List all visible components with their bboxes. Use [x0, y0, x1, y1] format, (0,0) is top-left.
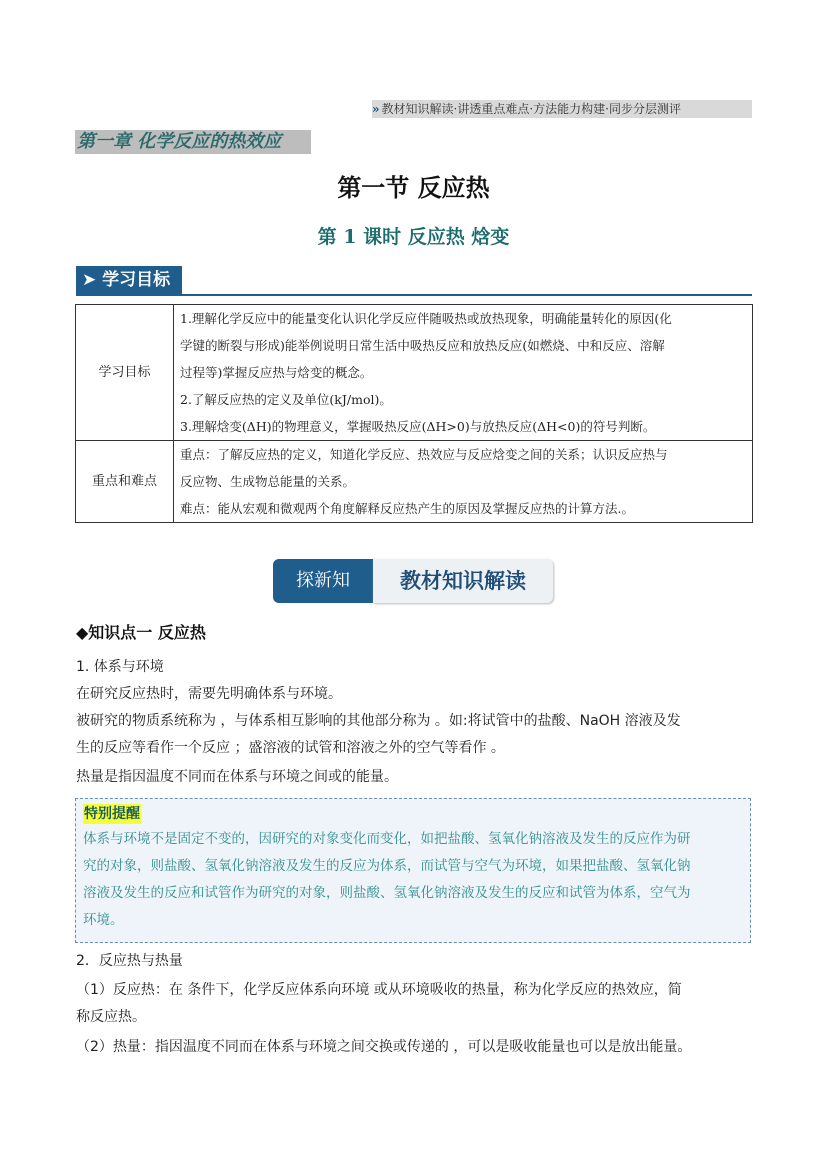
row-content [174, 441, 753, 523]
learning-goal-badge-label: 学习目标 [102, 270, 171, 290]
learning-goal-badge [76, 266, 182, 294]
paragraph: 在研究反应热时，需要先明确体系与环境。 [76, 686, 342, 702]
objectives-table [75, 304, 753, 523]
row-label: 学习目标 [76, 305, 174, 441]
banner-left-label: 探新知 [273, 559, 373, 603]
section-banner [273, 559, 553, 603]
paragraph-heading: 2．反应热与热量 [76, 953, 183, 969]
paragraph: 被研究的物质系统称为 ，与体系相互影响的其他部分称为 。如:将试管中的盐酸、NaOH 溶液及发 [76, 713, 681, 729]
content-line: 2.了解反应热的定义及单位(kJ/mol)。 [180, 392, 392, 407]
tip-line: 体系与环境不是固定不变的，因研究的对象变化而变化，如把盐酸、氢氧化钠溶液及发生的反应作为研 [83, 831, 691, 847]
tip-line: 究的对象，则盐酸、氢氧化钠溶液及发生的反应为体系，而试管与空气为环境，如果把盐酸、氢氧化钠 [83, 858, 691, 874]
knowledge-point-heading: ◆知识点一 反应热 [76, 623, 206, 642]
tip-line: 环境。 [83, 912, 124, 928]
tip-line: 溶液及发生的反应和试管作为研究的对象，则盐酸、氢氧化钠溶液及发生的反应和试管为体系，空气为 [83, 885, 691, 901]
row-content [174, 305, 753, 441]
row-label: 重点和难点 [76, 441, 174, 523]
paragraph: （1）反应热：在 条件下，化学反应体系向环境 或从环境吸收的热量，称为化学反应的热效应，简 [76, 982, 682, 998]
table-row [76, 441, 753, 523]
paragraph: （2）热量：指因温度不同而在体系与环境之间交换或传递的 ，可以是吸收能量也可以是放出能量。 [76, 1039, 692, 1055]
chapter-title: 第一章 化学反应的热效应 [75, 130, 311, 154]
paragraph-heading: 1. 体系与环境 [76, 659, 164, 675]
section-title: 第一节 反应热 [337, 174, 490, 202]
content-line: 过程等)掌握反应热与焓变的概念。 [180, 365, 373, 380]
content-line: 学键的断裂与形成)能举例说明日常生活中吸热反应和放热反应(如燃烧、中和反应、溶解 [180, 338, 665, 353]
table-row [76, 305, 753, 441]
content-line: 重点：了解反应热的定义，知道化学反应、热效应与反应焓变之间的关系；认识反应热与 [180, 447, 668, 462]
paragraph: 生的反应等看作一个反应 ；盛溶液的试管和溶液之外的空气等看作 。 [76, 740, 505, 756]
content-line: 反应物、生成物总能量的关系。 [180, 474, 356, 489]
content-line: 难点：能从宏观和微观两个角度解释反应热产生的原因及掌握反应热的计算方法.。 [180, 501, 634, 516]
lesson-title: 第 1 课时 反应热 焓变 [317, 226, 510, 248]
content-line: 3.理解焓变(ΔH)的物理意义，掌握吸热反应(ΔH>0)与放热反应(ΔH<0)的符号判断。 [180, 419, 656, 434]
divider [76, 294, 752, 296]
tip-body [83, 826, 743, 934]
top-banner-text: 教材知识解读·讲透重点难点·方法能力构建·同步分层测评 [381, 102, 681, 116]
tip-box [75, 798, 751, 943]
banner-right-label: 教材知识解读 [373, 559, 553, 603]
arrow-icon: ➤ [82, 270, 97, 290]
paragraph: 称反应热。 [76, 1009, 146, 1025]
paragraph: 热量是指因温度不同而在体系与环境之间或的能量。 [76, 769, 398, 785]
content-line: 1.理解化学反应中的能量变化认识化学反应伴随吸热或放热现象，明确能量转化的原因(化 [180, 311, 672, 326]
tip-tag: 特别提醒 [84, 806, 140, 822]
top-banner [372, 100, 752, 118]
double-chevron-icon: » [372, 102, 380, 116]
